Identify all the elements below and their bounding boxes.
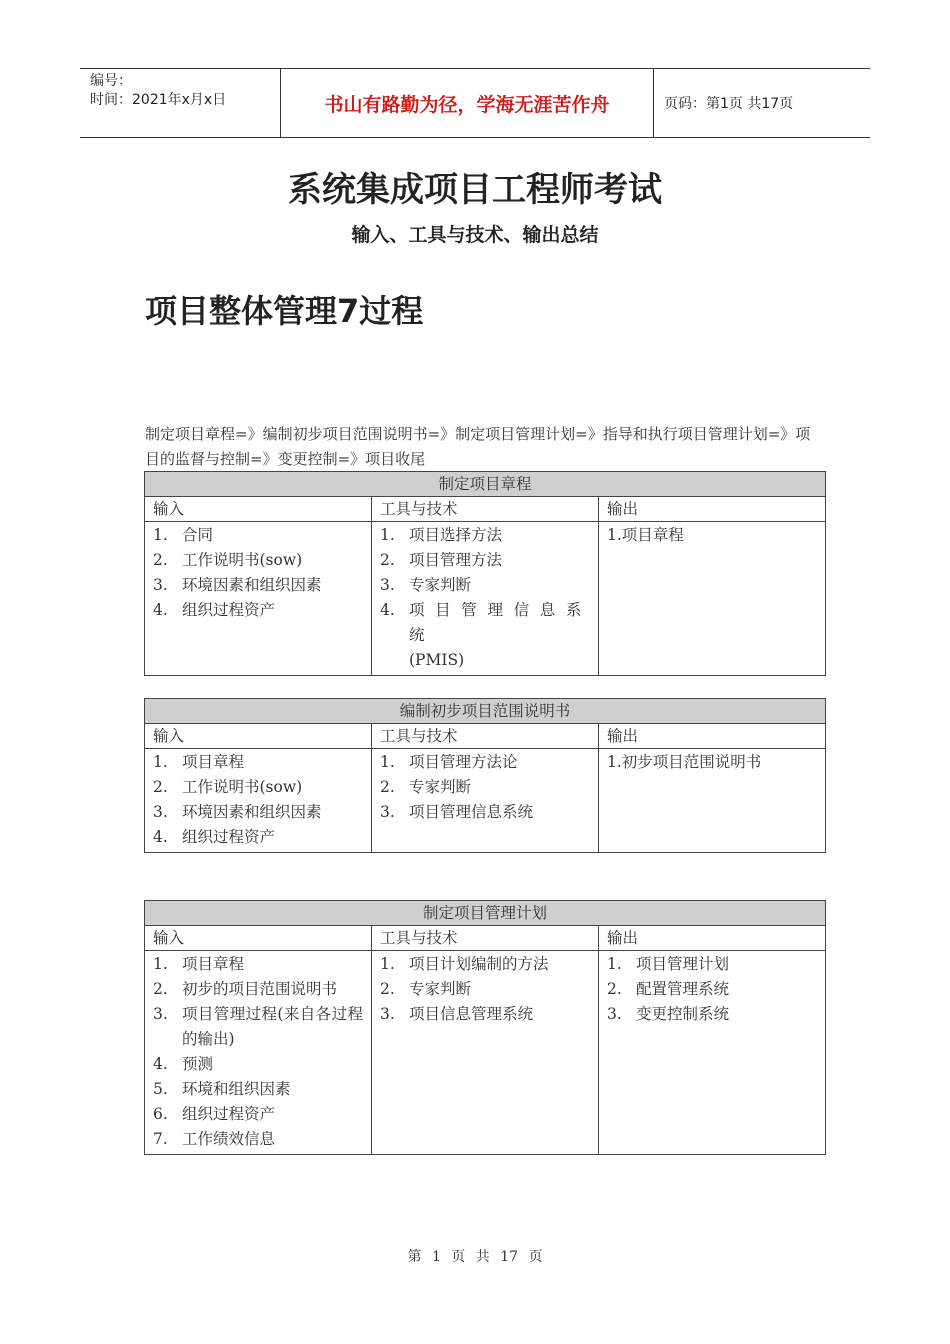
table-title: 制定项目章程 <box>145 472 826 497</box>
column-header-input: 输入 <box>145 497 372 522</box>
inputs-list <box>153 952 363 1152</box>
process-table-management-plan <box>144 900 826 1155</box>
table-title: 编制初步项目范围说明书 <box>145 699 826 724</box>
list-item: 2. 项目管理方法 <box>380 551 503 569</box>
header-motto: 书山有路勤为径，学海无涯苦作舟 <box>280 69 654 137</box>
time-label: 时间：2021年x月x日 <box>90 92 227 108</box>
document-header <box>80 68 870 138</box>
list-item: 6. 组织过程资产 <box>153 1105 276 1123</box>
table-title: 制定项目管理计划 <box>145 901 826 926</box>
outputs-list <box>607 952 817 1027</box>
column-header-input: 输入 <box>145 724 372 749</box>
outputs-cell <box>599 522 826 676</box>
page-footer: 第 1 页 共 17 页 <box>407 1249 543 1265</box>
list-item: 3. 项目管理过程(来自各过程的输出) <box>153 1005 363 1048</box>
column-header-input: 输入 <box>145 926 372 951</box>
document-title: 系统集成项目工程师考试 <box>288 170 662 210</box>
list-item: 4. 组织过程资产 <box>153 828 276 846</box>
output-item: 1.项目章程 <box>607 526 684 544</box>
inputs-cell <box>145 749 372 853</box>
list-item: 2. 配置管理系统 <box>607 980 730 998</box>
section-heading: 项目整体管理7过程 <box>145 292 424 330</box>
tools-list <box>380 523 590 673</box>
tools-cell <box>372 749 599 853</box>
list-item: 2. 专家判断 <box>380 778 472 796</box>
list-item: 1. 项目计划编制的方法 <box>380 955 549 973</box>
list-item: 3. 变更控制系统 <box>607 1005 730 1023</box>
list-item: 1. 项目管理计划 <box>607 955 730 973</box>
list-item: 1. 项目章程 <box>153 955 245 973</box>
tools-cell <box>372 951 599 1155</box>
list-item: 1. 项目选择方法 <box>380 526 503 544</box>
column-header-tools: 工具与技术 <box>372 497 599 522</box>
list-item: 1. 项目管理方法论 <box>380 753 518 771</box>
column-header-tools: 工具与技术 <box>372 724 599 749</box>
list-item: 2. 工作说明书(sow) <box>153 551 303 569</box>
list-item: 7. 工作绩效信息 <box>153 1130 276 1148</box>
item-text-continued: (PMIS) <box>409 651 465 669</box>
inputs-list <box>153 750 363 850</box>
column-header-tools: 工具与技术 <box>372 926 599 951</box>
column-header-output: 输出 <box>599 926 826 951</box>
tools-list <box>380 750 590 825</box>
list-item: 3. 环境因素和组织因素 <box>153 576 322 594</box>
list-item: 4. 项目管理信息系统 (PMIS) <box>380 601 590 669</box>
outputs-cell <box>599 749 826 853</box>
process-table-preliminary-scope <box>144 698 826 853</box>
list-item: 2. 工作说明书(sow) <box>153 778 303 796</box>
header-meta <box>80 69 280 137</box>
tools-cell <box>372 522 599 676</box>
list-item: 4. 预测 <box>153 1055 214 1073</box>
header-page-info: 页码：第1页 共17页 <box>664 96 794 112</box>
inputs-cell <box>145 951 372 1155</box>
tools-list <box>380 952 590 1027</box>
list-item: 4. 组织过程资产 <box>153 601 276 619</box>
column-header-output: 输出 <box>599 497 826 522</box>
inputs-list <box>153 523 363 623</box>
output-item: 1.初步项目范围说明书 <box>607 753 762 771</box>
list-item: 5. 环境和组织因素 <box>153 1080 291 1098</box>
process-table-charter <box>144 471 826 676</box>
list-item: 2. 专家判断 <box>380 980 472 998</box>
number-label: 编号： <box>90 73 132 89</box>
list-item: 1. 项目章程 <box>153 753 245 771</box>
document-subtitle: 输入、工具与技术、输出总结 <box>351 224 599 246</box>
list-item: 1. 合同 <box>153 526 214 544</box>
inputs-cell <box>145 522 372 676</box>
process-flow-text: 制定项目章程=》编制初步项目范围说明书=》制定项目管理计划=》指导和执行项目管理计划=》项目的监督与控制=》变更控制=》项目收尾 <box>145 425 811 468</box>
column-header-output: 输出 <box>599 724 826 749</box>
list-item: 3. 环境因素和组织因素 <box>153 803 322 821</box>
outputs-cell <box>599 951 826 1155</box>
list-item: 3. 项目管理信息系统 <box>380 803 534 821</box>
item-text: 项目管理信息系统 <box>409 601 590 644</box>
list-item: 3. 专家判断 <box>380 576 472 594</box>
list-item: 3. 项目信息管理系统 <box>380 1005 534 1023</box>
list-item: 2. 初步的项目范围说明书 <box>153 980 338 998</box>
